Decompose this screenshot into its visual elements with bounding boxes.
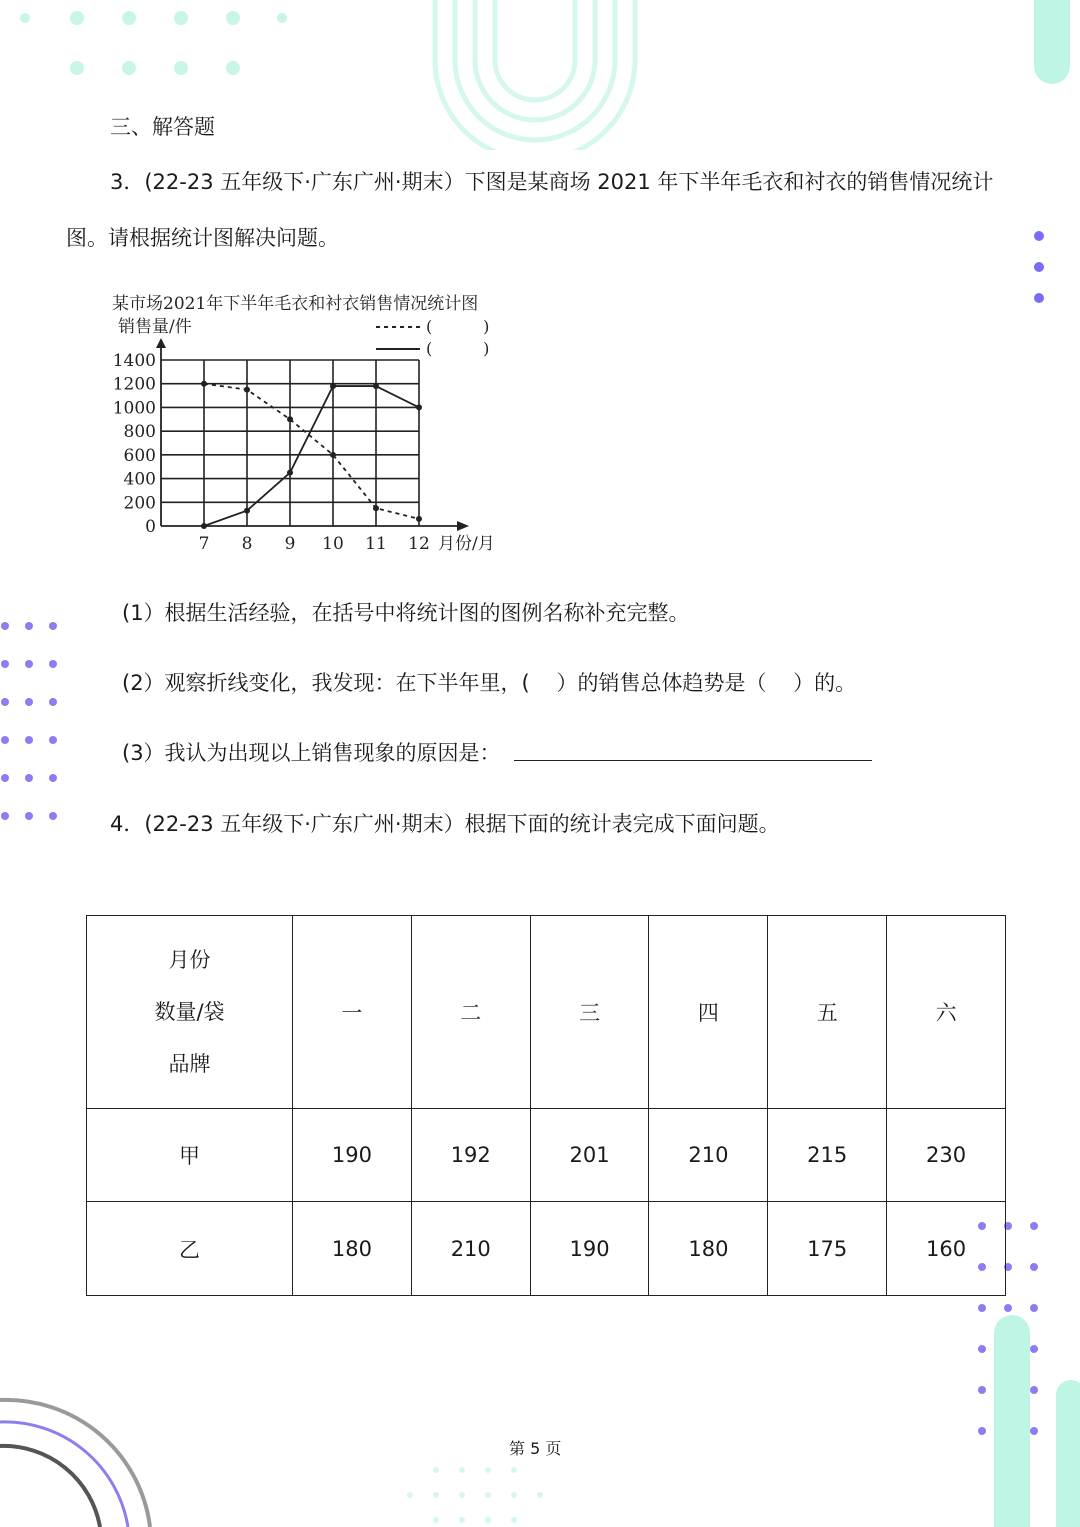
y-tick-label: 1200 xyxy=(112,374,156,395)
question-3-part-3: (3）我认为出现以上销售现象的原因是： xyxy=(122,741,501,765)
value-cell: 175 xyxy=(768,1202,887,1296)
question-3-intro-line1: 3．(22-23 五年级下·广东广州·期末）下图是某商场 2021 年下半年毛衣和衬衣的销售情况统计 xyxy=(110,170,994,194)
x-tick-label: 10 xyxy=(322,534,344,554)
bottom-center-dots-decoration xyxy=(400,1460,550,1527)
data-point xyxy=(373,505,379,511)
y-tick-label: 0 xyxy=(145,517,156,537)
top-right-bar-decoration xyxy=(1034,0,1070,84)
value-cell: 210 xyxy=(649,1109,768,1202)
data-point xyxy=(244,387,250,393)
brand-cell: 甲 xyxy=(87,1109,293,1202)
legend-solid-label: ( ) xyxy=(426,339,490,358)
value-cell: 201 xyxy=(530,1109,649,1202)
table-diagonal-header xyxy=(87,916,293,1109)
brand-cell: 乙 xyxy=(87,1202,293,1296)
answer-blank-line[interactable] xyxy=(514,760,872,761)
data-point xyxy=(373,383,379,389)
value-cell: 160 xyxy=(887,1202,1006,1296)
y-tick-label: 400 xyxy=(123,469,156,490)
question-3-part-1: (1）根据生活经验，在括号中将统计图的图例名称补充完整。 xyxy=(122,601,690,625)
header-month-1: 一 xyxy=(293,916,412,1109)
data-point xyxy=(201,523,207,529)
value-cell: 180 xyxy=(649,1202,768,1296)
right-dots-decoration xyxy=(1030,225,1050,310)
x-tick-label: 11 xyxy=(365,534,387,554)
left-dots-decoration xyxy=(0,615,70,825)
chart-legend xyxy=(376,317,489,358)
y-tick-label: 200 xyxy=(123,493,156,514)
value-cell: 215 xyxy=(768,1109,887,1202)
arch-decoration xyxy=(430,0,640,150)
y-tick-label: 1000 xyxy=(112,398,156,419)
data-point xyxy=(416,404,422,410)
header-month-3: 三 xyxy=(530,916,649,1109)
top-dots-decoration xyxy=(0,0,300,90)
value-cell: 192 xyxy=(411,1109,530,1202)
value-cell: 210 xyxy=(411,1202,530,1296)
question-3-intro-line2: 图。请根据统计图解决问题。 xyxy=(66,226,339,250)
header-month-5: 五 xyxy=(768,916,887,1109)
table-row xyxy=(87,1109,1006,1202)
data-point xyxy=(287,416,293,422)
chart-y-axis-label: 销售量/件 xyxy=(118,317,192,337)
legend-dashed-label: ( ) xyxy=(426,317,490,336)
data-point xyxy=(416,516,422,522)
x-tick-label: 12 xyxy=(408,534,430,554)
header-month-4: 四 xyxy=(649,916,768,1109)
data-point xyxy=(244,508,250,514)
data-point xyxy=(330,383,336,389)
question-4-intro: 4．(22-23 五年级下·广东广州·期末）根据下面的统计表完成下面问题。 xyxy=(110,812,780,836)
table-row xyxy=(87,1202,1006,1296)
value-cell: 180 xyxy=(293,1202,412,1296)
x-tick-label: 8 xyxy=(241,534,253,554)
page-number: 第 5 页 xyxy=(509,1439,562,1458)
y-axis-arrow xyxy=(156,338,166,348)
bottom-left-arcs-decoration xyxy=(0,1390,160,1527)
header-month-label: 月份 xyxy=(168,948,211,972)
value-cell: 230 xyxy=(887,1109,1006,1202)
value-cell: 190 xyxy=(530,1202,649,1296)
data-point xyxy=(287,470,293,476)
data-point xyxy=(330,452,336,458)
chart-title: 某市场2021年下半年毛衣和衬衣销售情况统计图 xyxy=(112,294,479,314)
dashed-series-line xyxy=(204,384,419,519)
table-header-row xyxy=(87,916,1006,1109)
stats-table xyxy=(86,915,1006,1296)
header-quantity-label: 数量/袋 xyxy=(154,1000,225,1024)
value-cell: 190 xyxy=(293,1109,412,1202)
question-3-part-2: (2）观察折线变化，我发现：在下半年里，( ）的销售总体趋势是（ ）的。 xyxy=(122,671,857,695)
y-tick-label: 800 xyxy=(123,422,156,443)
y-tick-label: 1400 xyxy=(112,351,156,371)
sales-line-chart xyxy=(100,285,540,560)
chart-x-axis-label: 月份/月 xyxy=(438,534,495,554)
header-month-6: 六 xyxy=(887,916,1006,1109)
header-brand-label: 品牌 xyxy=(168,1052,211,1076)
x-tick-label: 9 xyxy=(284,534,296,554)
x-tick-label: 7 xyxy=(198,534,210,554)
data-point xyxy=(201,381,207,387)
header-month-2: 二 xyxy=(411,916,530,1109)
y-tick-label: 600 xyxy=(123,445,156,466)
x-axis-arrow xyxy=(457,521,469,531)
section-title: 三、解答题 xyxy=(110,115,215,139)
